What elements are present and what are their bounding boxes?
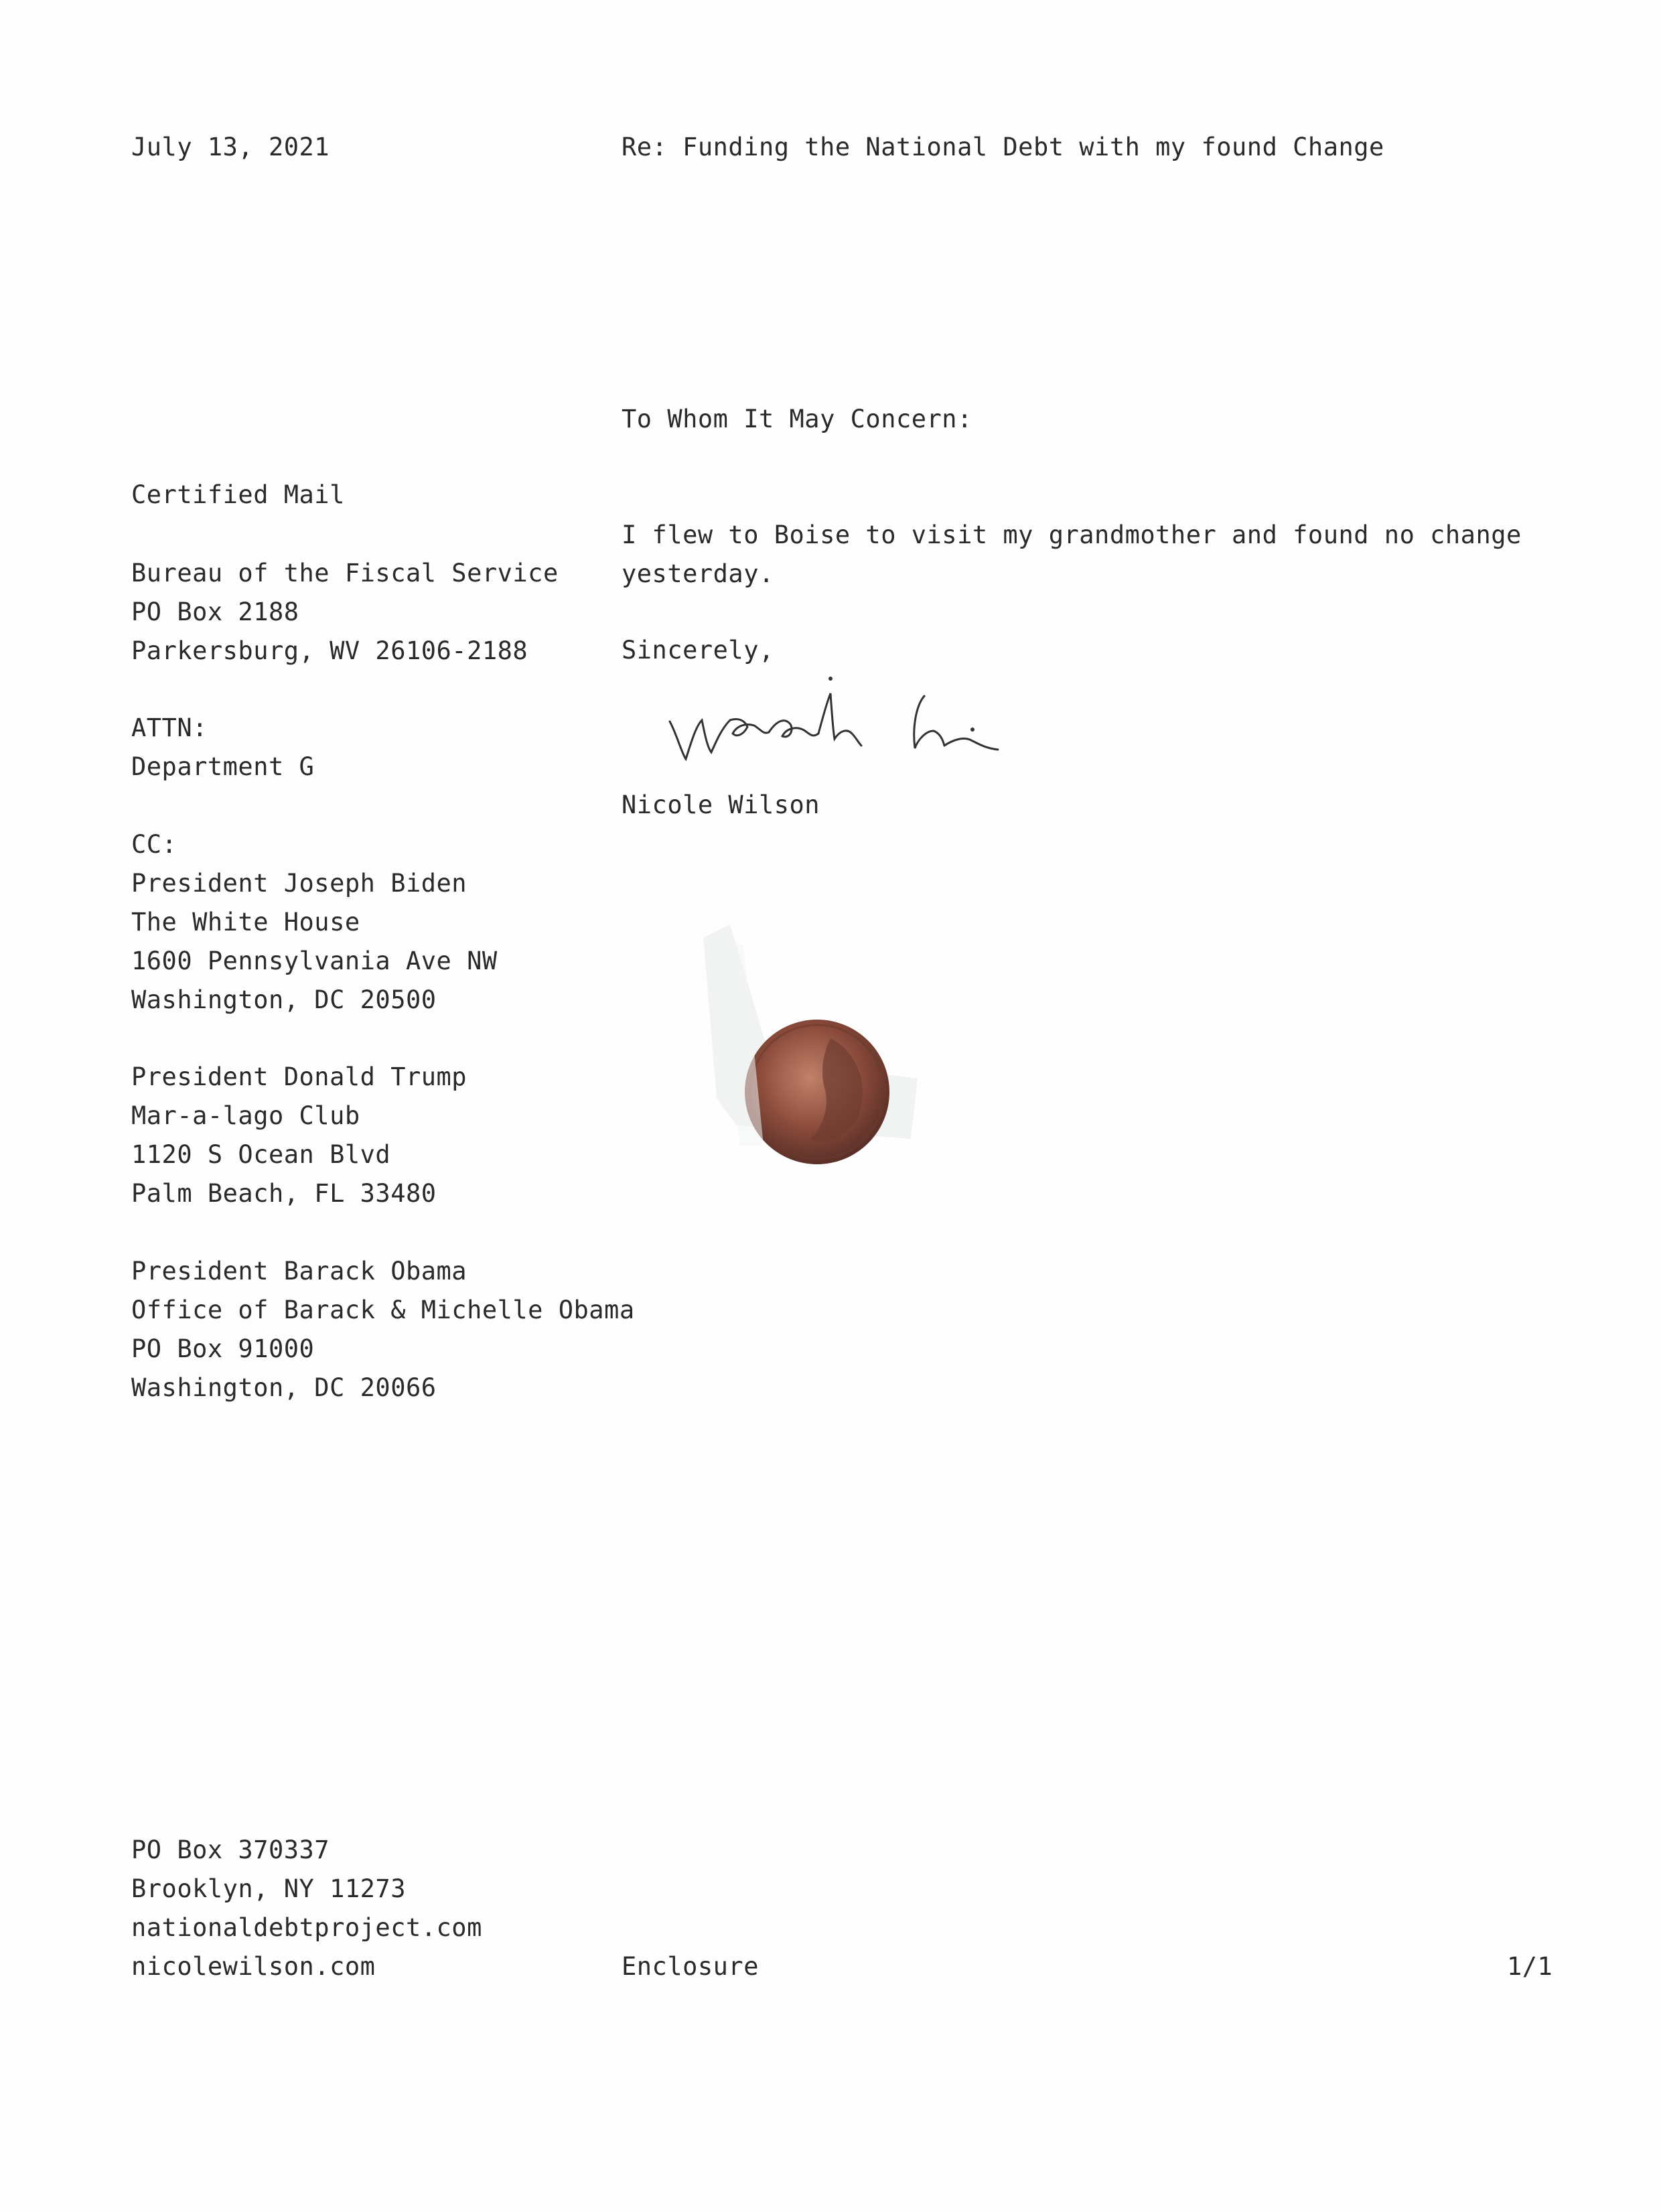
return-line4: nicolewilson.com — [131, 1952, 376, 1981]
letter-subject: Re: Funding the National Debt with my found Change — [622, 133, 1384, 161]
attn-label: ATTN: — [131, 713, 208, 742]
penny-coin-icon — [690, 924, 944, 1192]
recipient-line1: PO Box 2188 — [131, 598, 299, 626]
closing: Sincerely, — [622, 636, 774, 665]
letter-date: July 13, 2021 — [131, 133, 330, 161]
cc-block-trump — [131, 1058, 467, 1213]
return-line3: nationaldebtproject.com — [131, 1913, 482, 1942]
cc-label: CC: — [131, 830, 177, 859]
recipient-address — [131, 554, 559, 671]
cc-name: President Barack Obama — [131, 1257, 467, 1286]
recipient-name: Bureau of the Fiscal Service — [131, 559, 559, 587]
cc-line1: The White House — [131, 908, 360, 937]
page-number: 1/1 — [1507, 1952, 1553, 1981]
signature-image — [663, 673, 1038, 774]
cc-line2: 1120 S Ocean Blvd — [131, 1140, 391, 1169]
cc-line1: Office of Barack & Michelle Obama — [131, 1296, 635, 1324]
recipient-line2: Parkersburg, WV 26106-2188 — [131, 636, 528, 665]
cc-block-biden — [131, 825, 498, 1020]
cc-name: President Joseph Biden — [131, 869, 467, 898]
cc-line1: Mar-a-lago Club — [131, 1101, 360, 1130]
return-line1: PO Box 370337 — [131, 1836, 330, 1864]
mail-type: Certified Mail — [131, 480, 345, 509]
return-address — [131, 1831, 482, 1986]
cc-name: President Donald Trump — [131, 1062, 467, 1091]
attn-department: Department G — [131, 752, 315, 781]
cc-line3: Washington, DC 20500 — [131, 985, 437, 1014]
cc-line3: Palm Beach, FL 33480 — [131, 1179, 437, 1208]
salutation: To Whom It May Concern: — [622, 405, 972, 433]
cc-line2: 1600 Pennsylvania Ave NW — [131, 947, 498, 975]
cc-line3: Washington, DC 20066 — [131, 1373, 437, 1402]
cc-block-obama — [131, 1252, 635, 1407]
enclosure-note: Enclosure — [622, 1952, 759, 1981]
letter-body — [622, 516, 1522, 594]
body-line2: yesterday. — [622, 559, 774, 588]
signer-name: Nicole Wilson — [622, 790, 820, 819]
return-line2: Brooklyn, NY 11273 — [131, 1874, 406, 1903]
attention-block — [131, 709, 314, 786]
enclosed-penny — [690, 924, 944, 1192]
body-line1: I flew to Boise to visit my grandmother and found no change — [622, 521, 1522, 549]
cc-line2: PO Box 91000 — [131, 1334, 315, 1363]
